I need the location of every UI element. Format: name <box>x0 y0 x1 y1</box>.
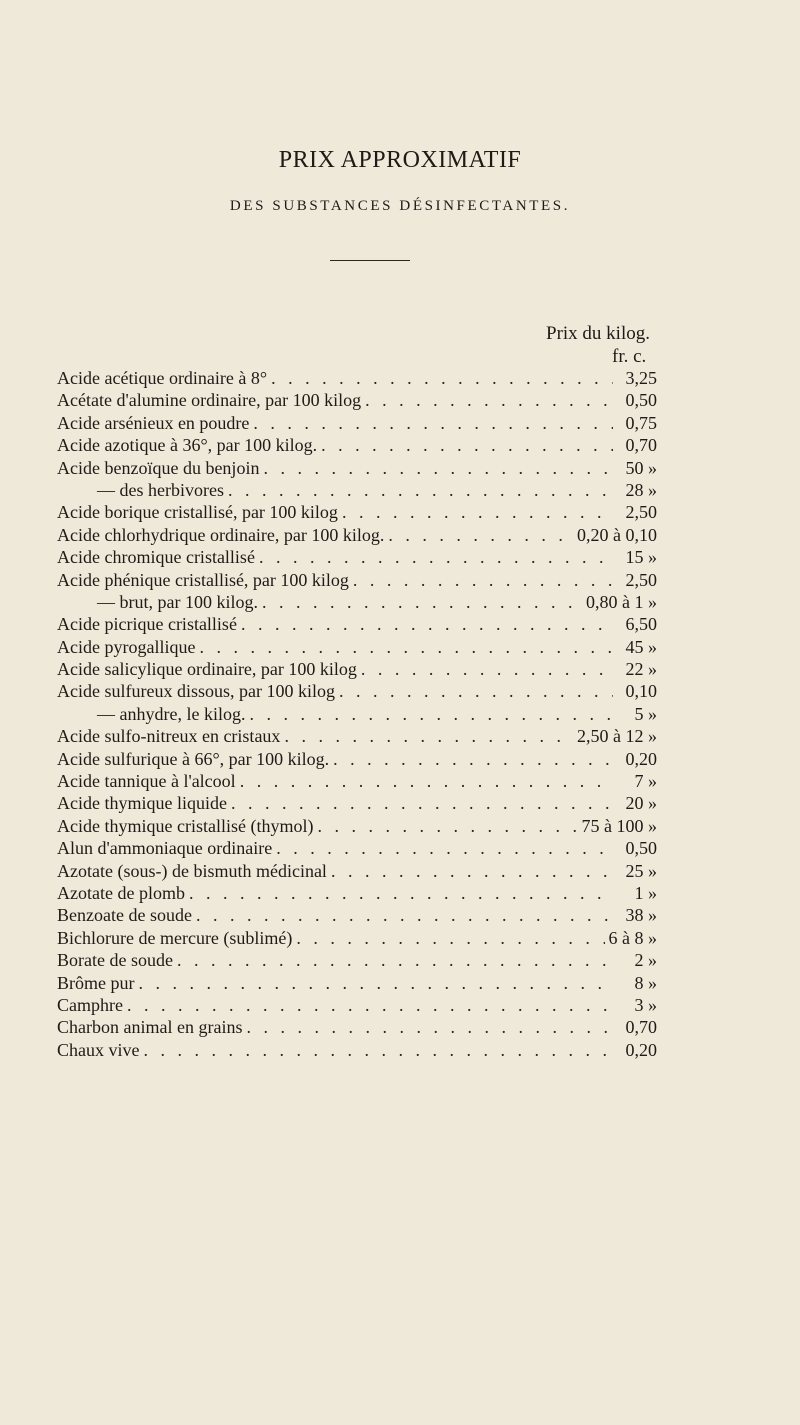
dot-leader <box>276 838 613 859</box>
item-label: — brut, par 100 kilog. <box>97 591 258 612</box>
price-header-label: Prix du kilog. <box>546 323 650 344</box>
dot-leader <box>271 368 613 389</box>
list-item <box>57 749 657 771</box>
item-label: Brôme pur <box>57 972 135 993</box>
item-price: 2,50 à 12 » <box>577 726 657 747</box>
item-label: Acide pyrogallique <box>57 636 196 657</box>
list-item <box>57 905 657 927</box>
list-item <box>57 614 657 636</box>
dot-leader <box>262 592 582 613</box>
item-price: 20 » <box>625 793 657 814</box>
item-label: Acide thymique cristallisé (thymol) <box>57 815 314 836</box>
list-item <box>57 816 657 838</box>
item-label: Azotate (sous-) de bismuth médicinal <box>57 860 327 881</box>
price-list <box>57 368 657 1062</box>
item-price: 0,50 <box>625 838 657 859</box>
dot-leader <box>240 771 613 792</box>
dot-leader <box>246 1017 613 1038</box>
list-item <box>57 771 657 793</box>
item-price: 25 » <box>625 860 657 881</box>
item-label: Benzoate de soude <box>57 905 192 926</box>
item-price: 75 à 100 » <box>581 815 657 836</box>
item-label: Acide phénique cristallisé, par 100 kilog <box>57 569 349 590</box>
dot-leader <box>342 502 613 523</box>
list-item <box>57 1040 657 1062</box>
dot-leader <box>388 525 573 546</box>
item-price: 1 » <box>634 882 657 903</box>
list-item <box>57 592 657 614</box>
item-label: Acide benzoïque du benjoin <box>57 457 260 478</box>
list-item <box>57 480 657 502</box>
dot-leader <box>365 390 613 411</box>
dot-leader <box>144 1040 614 1061</box>
item-label: Acétate d'alumine ordinaire, par 100 kilog <box>57 390 362 411</box>
item-label: Acide sulfureux dissous, par 100 kilog <box>57 681 335 702</box>
list-item <box>57 838 657 860</box>
item-label: Camphre <box>57 994 123 1015</box>
dot-leader <box>353 570 613 591</box>
dot-leader <box>241 614 613 635</box>
item-label: Acide thymique liquide <box>57 793 227 814</box>
dot-leader <box>333 749 613 770</box>
list-item <box>57 883 657 905</box>
list-item <box>57 995 657 1017</box>
list-item <box>57 547 657 569</box>
item-price: 0,10 <box>625 681 657 702</box>
dot-leader <box>296 928 604 949</box>
item-price: 0,20 à 0,10 <box>577 524 657 545</box>
item-price: 3 » <box>634 994 657 1015</box>
item-price: 28 » <box>625 479 657 500</box>
dot-leader <box>259 547 613 568</box>
item-label: Acide azotique à 36°, par 100 kilog. <box>57 435 318 456</box>
item-price: 0,50 <box>625 390 657 411</box>
list-item <box>57 973 657 995</box>
list-item <box>57 793 657 815</box>
list-item <box>57 525 657 547</box>
item-label: Acide picrique cristallisé <box>57 614 237 635</box>
item-price: 0,70 <box>625 435 657 456</box>
dot-leader <box>231 793 613 814</box>
item-label: Acide tannique à l'alcool <box>57 771 236 792</box>
item-label: Borate de soude <box>57 950 173 971</box>
item-price: 6 à 8 » <box>608 927 657 948</box>
item-price: 2 » <box>634 950 657 971</box>
item-price: 8 » <box>634 972 657 993</box>
item-label: Acide chlorhydrique ordinaire, par 100 kilog. <box>57 524 385 545</box>
item-price: 6,50 <box>625 614 657 635</box>
list-item <box>57 928 657 950</box>
dot-leader <box>138 973 613 994</box>
item-price: 7 » <box>634 771 657 792</box>
item-price: 0,75 <box>625 412 657 433</box>
page-subtitle: DES SUBSTANCES DÉSINFECTANTES. <box>229 198 571 214</box>
dot-leader <box>249 704 613 725</box>
item-price: 3,25 <box>625 368 657 388</box>
list-item <box>57 458 657 480</box>
dot-leader <box>177 950 613 971</box>
dot-leader <box>331 861 613 882</box>
item-price: 0,80 à 1 » <box>586 591 657 612</box>
item-price: 22 » <box>625 659 657 680</box>
dot-leader <box>361 659 613 680</box>
page-title: PRIX APPROXIMATIF <box>278 147 522 173</box>
list-item <box>57 570 657 592</box>
item-label: Acide sulfo-nitreux en cristaux <box>57 726 281 747</box>
title-divider <box>330 260 410 261</box>
list-item <box>57 704 657 726</box>
list-item <box>57 368 657 390</box>
item-price: 5 » <box>634 703 657 724</box>
price-column-header <box>546 322 716 368</box>
item-label: Chaux vive <box>57 1039 140 1060</box>
item-label: Bichlorure de mercure (sublimé) <box>57 927 293 948</box>
list-item <box>57 950 657 972</box>
dot-leader <box>253 413 613 434</box>
item-label: Acide sulfurique à 66°, par 100 kilog. <box>57 748 330 769</box>
item-price: 15 » <box>625 547 657 568</box>
item-label: — des herbivores <box>97 479 224 500</box>
item-label: Acide arsénieux en poudre <box>57 412 250 433</box>
item-label: Acide salicylique ordinaire, par 100 kilog <box>57 659 357 680</box>
item-price: 0,70 <box>625 1017 657 1038</box>
item-label: Charbon animal en grains <box>57 1017 243 1038</box>
list-item <box>57 413 657 435</box>
item-label: Azotate de plomb <box>57 882 185 903</box>
item-price: 2,50 <box>625 502 657 523</box>
item-price: 0,20 <box>625 1039 657 1060</box>
item-price: 2,50 <box>625 569 657 590</box>
item-label: Acide borique cristallisé, par 100 kilog <box>57 502 338 523</box>
dot-leader <box>189 883 613 904</box>
item-price: 45 » <box>625 636 657 657</box>
list-item <box>57 1017 657 1039</box>
dot-leader <box>196 905 613 926</box>
price-header-units: fr. c. <box>612 346 647 367</box>
item-price: 50 » <box>625 457 657 478</box>
list-item <box>57 681 657 703</box>
dot-leader <box>317 816 577 837</box>
item-label: Acide chromique cristallisé <box>57 547 255 568</box>
item-label: Alun d'ammoniaque ordinaire <box>57 838 273 859</box>
list-item <box>57 659 657 681</box>
dot-leader <box>321 435 613 456</box>
list-item <box>57 726 657 748</box>
dot-leader <box>127 995 613 1016</box>
dot-leader <box>228 480 613 501</box>
dot-leader <box>263 458 613 479</box>
item-label: Acide acétique ordinaire à 8° <box>57 368 268 388</box>
dot-leader <box>199 637 613 658</box>
item-price: 38 » <box>625 905 657 926</box>
dot-leader <box>284 726 573 747</box>
list-item <box>57 861 657 883</box>
item-label: — anhydre, le kilog. <box>97 703 246 724</box>
list-item <box>57 637 657 659</box>
item-price: 0,20 <box>625 748 657 769</box>
list-item <box>57 390 657 412</box>
list-item <box>57 502 657 524</box>
dot-leader <box>339 681 613 702</box>
list-item <box>57 435 657 457</box>
